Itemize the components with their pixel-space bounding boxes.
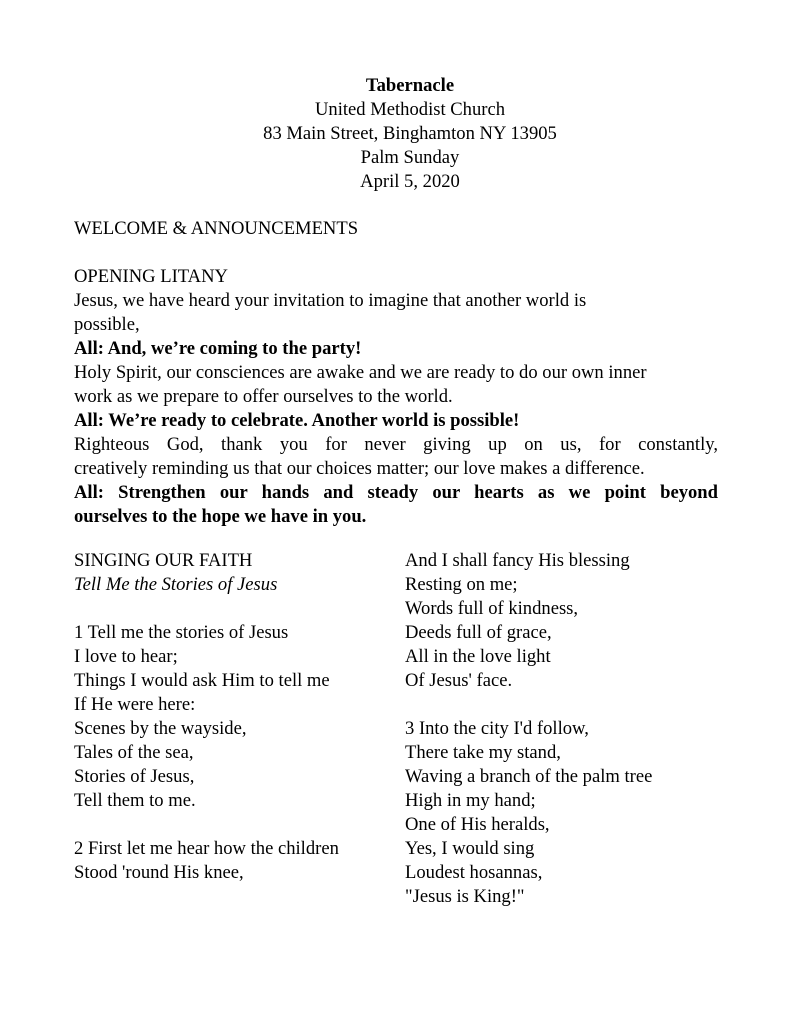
litany-response-2: All: We’re ready to celebrate. Another world is possible! [74,410,520,431]
litany-leader-3-line-2: creatively reminding us that our choices matter; our love makes a difference. [74,458,645,479]
litany-response-1: All: And, we’re coming to the party! [74,338,362,359]
hymn-verse-2-continued [405,549,705,693]
verse-line: Words full of kindness, [405,598,579,619]
welcome-section [74,217,718,241]
verse-line: Tell them to me. [74,790,196,811]
service-occasion: Palm Sunday [360,147,460,168]
verse-line: Of Jesus' face. [405,670,513,691]
church-title: Tabernacle [365,75,455,96]
litany-leader-1-line-1: Jesus, we have heard your invitation to imagine that another world is [74,290,587,311]
hymn-left-column [74,549,384,885]
verse-line: If He were here: [74,694,196,715]
verse-line: 3 Into the city I'd follow, [405,718,589,739]
hymn-verse-2-start [74,837,384,885]
verse-line: Yes, I would sing [405,838,535,859]
hymn-heading: SINGING OUR FAITH [74,550,253,571]
verse-line: All in the love light [405,646,551,667]
verse-line: Deeds full of grace, [405,622,552,643]
verse-line: And I shall fancy His blessing [405,550,630,571]
litany-leader-3-line-1: Righteous God, thank you for never giving up on us, for constantly, [74,434,718,455]
hymn-verse-1 [74,621,384,813]
hymn-right-column [405,549,705,909]
verse-line: "Jesus is King!" [405,886,525,907]
verse-line: Stood 'round His knee, [74,862,244,883]
litany-leader-2-line-1: Holy Spirit, our consciences are awake and we are ready to do our own inner [74,362,647,383]
litany-leader-1-line-2: possible, [74,314,140,335]
bulletin-header [0,74,791,194]
litany-leader-2-line-2: work as we prepare to offer ourselves to the world. [74,386,453,407]
church-address: 83 Main Street, Binghamton NY 13905 [263,123,557,144]
litany-heading: OPENING LITANY [74,266,228,287]
verse-line: 1 Tell me the stories of Jesus [74,622,289,643]
verse-line: Loudest hosannas, [405,862,543,883]
service-date: April 5, 2020 [360,171,460,192]
verse-line: I love to hear; [74,646,178,667]
verse-line: Tales of the sea, [74,742,194,763]
verse-line: Waving a branch of the palm tree [405,766,653,787]
hymn-title: Tell Me the Stories of Jesus [74,574,278,595]
welcome-heading: WELCOME & ANNOUNCEMENTS [74,218,359,239]
verse-line: 2 First let me hear how the children [74,838,339,859]
church-subtitle: United Methodist Church [314,99,506,120]
verse-line: Scenes by the wayside, [74,718,247,739]
litany-section [74,265,718,529]
litany-response-3-line-1: All: Strengthen our hands and steady our hearts as we point beyond [74,482,718,503]
verse-line: Resting on me; [405,574,518,595]
verse-line: One of His heralds, [405,814,550,835]
hymn-verse-3 [405,717,705,909]
verse-line: Stories of Jesus, [74,766,195,787]
verse-line: High in my hand; [405,790,536,811]
litany-response-3-line-2: ourselves to the hope we have in you. [74,506,367,527]
verse-line: Things I would ask Him to tell me [74,670,330,691]
verse-line: There take my stand, [405,742,561,763]
